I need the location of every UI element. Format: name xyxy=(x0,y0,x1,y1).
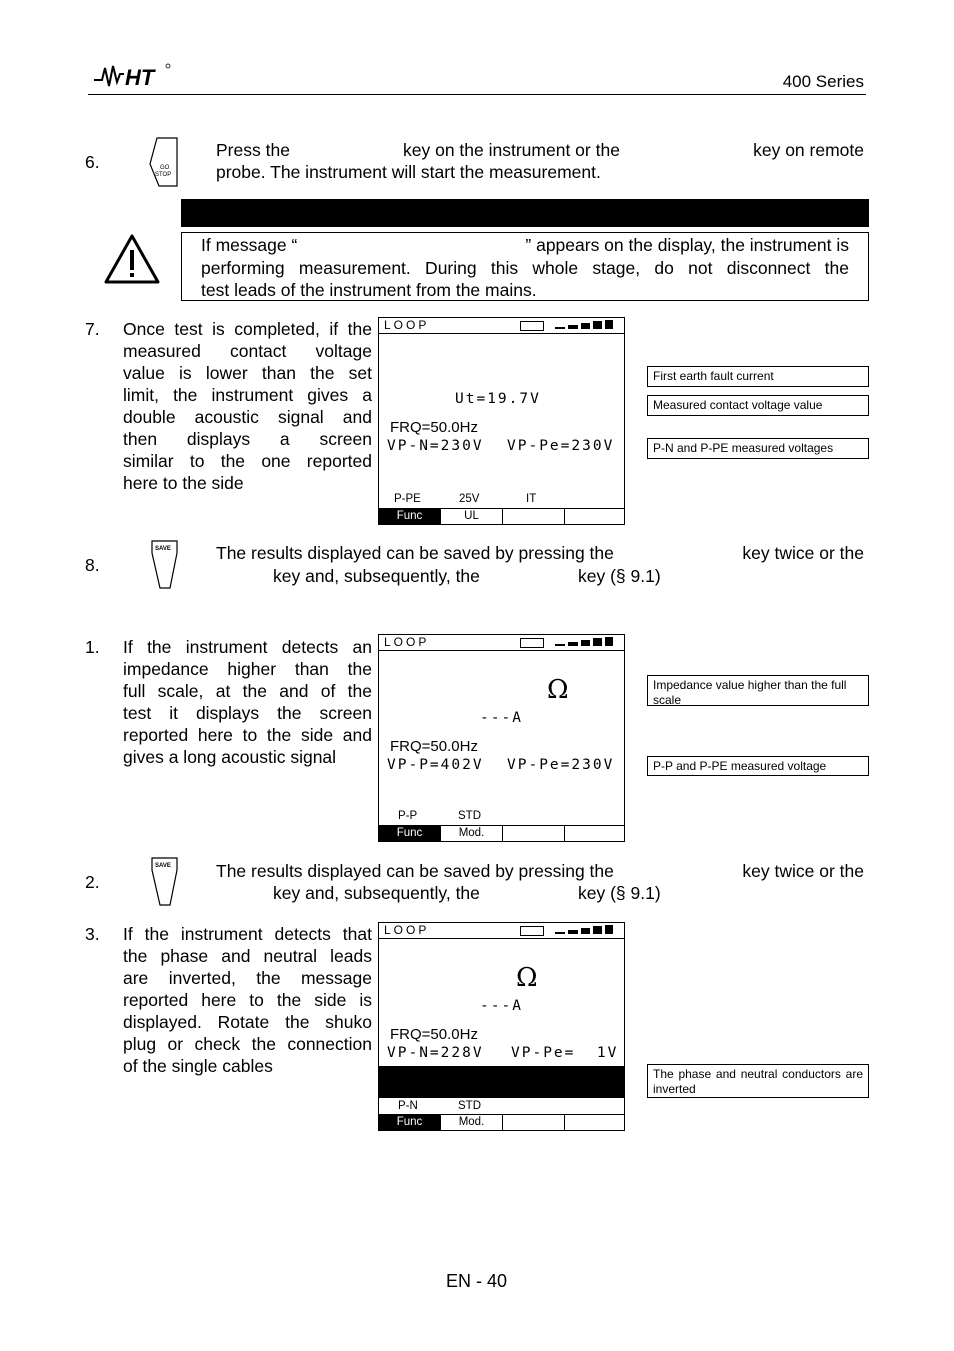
item3-line: plug or check the connection xyxy=(123,1034,372,1054)
current-value: ---A xyxy=(480,998,523,1014)
item2-text-b: key twice or the xyxy=(742,861,864,881)
item2-line1 xyxy=(216,860,864,882)
lcd-param-label: P-P xyxy=(398,810,418,822)
frequency-value: FRQ=50.0Hz xyxy=(390,419,478,436)
warning-line1 xyxy=(201,234,849,256)
step8-text-a: The results displayed can be saved by pressing the xyxy=(216,543,614,563)
lcd-title: LOOP xyxy=(384,923,430,937)
go-key-label: GO xyxy=(160,165,170,171)
step7-line: then displays a screen xyxy=(123,429,372,449)
step7-number: 7. xyxy=(85,319,100,339)
func-key[interactable]: Func xyxy=(379,509,441,524)
step7-line: limit, the instrument gives a xyxy=(123,385,372,405)
step8-text-b: key twice or the xyxy=(742,543,864,563)
step6-text-c: key on remote xyxy=(753,140,864,160)
contact-voltage-value: Ut=19.7V xyxy=(455,391,541,407)
item3-line: of the single cables xyxy=(123,1056,273,1076)
warning-triangle-icon xyxy=(103,233,161,285)
lcd-param-label: STD xyxy=(458,1100,481,1112)
page-number: EN - 40 xyxy=(446,1271,508,1291)
lcd-screen-2 xyxy=(378,634,625,842)
lcd-param-label: P-PE xyxy=(394,493,421,505)
battery-icon xyxy=(520,926,544,936)
voltage-ppe: VP-Pe=230V xyxy=(507,757,615,773)
item1-line: impedance higher than the xyxy=(123,659,372,679)
item2-number: 2. xyxy=(85,872,100,892)
save-key-icon xyxy=(150,539,180,591)
step8-text-d: key (§ 9.1) xyxy=(578,566,661,586)
step7-line: measured contact voltage xyxy=(123,341,372,361)
item1-paragraph xyxy=(123,636,372,768)
save-key-label: SAVE xyxy=(155,863,171,869)
item3-line: are inverted, the message xyxy=(123,968,372,988)
ohm-symbol: Ω xyxy=(516,963,538,993)
save-key-label: SAVE xyxy=(155,546,171,552)
warning-line2: performing measurement. During this whole stage, do not disconnect the xyxy=(201,258,849,278)
callout-first-earth-fault: First earth fault current xyxy=(647,366,869,387)
save-key-icon xyxy=(150,856,180,908)
step6-line1 xyxy=(216,139,864,161)
frequency-value: FRQ=50.0Hz xyxy=(390,1026,478,1043)
item3-paragraph xyxy=(123,923,372,1077)
item2-line2 xyxy=(216,882,864,904)
item3-line: the phase and neutral leads xyxy=(123,946,372,966)
item1-line: If the instrument detects an xyxy=(123,637,372,657)
item3-number: 3. xyxy=(85,924,100,944)
item1-line: reported here to the side and xyxy=(123,725,372,745)
empty-key[interactable] xyxy=(503,1115,565,1130)
item2-text-c: key and, subsequently, the xyxy=(273,883,480,903)
lcd-param-label: P-N xyxy=(398,1100,418,1112)
empty-key[interactable] xyxy=(503,826,565,841)
voltage-pn: VP-N=228V xyxy=(387,1045,484,1061)
callout-impedance-full-scale: Impedance value higher than the full scale xyxy=(647,675,869,706)
step8-line1 xyxy=(216,542,864,564)
item2-text-d: key (§ 9.1) xyxy=(578,883,661,903)
ul-key[interactable]: UL xyxy=(441,509,503,524)
voltage-ppe: VP-Pe= 1V xyxy=(511,1045,619,1061)
signal-bars-icon xyxy=(555,320,613,330)
signal-bars-icon xyxy=(555,925,613,935)
step6-number: 6. xyxy=(85,152,100,172)
current-value: ---A xyxy=(480,710,523,726)
item3-line: If the instrument detects that xyxy=(123,924,372,944)
step8-line2 xyxy=(216,565,864,587)
empty-key[interactable] xyxy=(565,1115,624,1130)
step7-line: Once test is completed, if the xyxy=(123,319,372,339)
item1-number: 1. xyxy=(85,637,100,657)
signal-bars-icon xyxy=(555,637,613,647)
lcd-param-label: 25V xyxy=(459,493,480,505)
stop-key-label: STOP xyxy=(155,172,172,178)
go-stop-key-icon xyxy=(147,136,183,188)
step7-paragraph xyxy=(123,318,372,494)
inverted-message-bar xyxy=(379,1066,624,1098)
item2-text-a: The results displayed can be saved by pressing the xyxy=(216,861,614,881)
function-key-bar xyxy=(379,508,624,524)
step7-line: value is lower than the set xyxy=(123,363,372,383)
header-rule xyxy=(88,94,866,95)
lcd-title: LOOP xyxy=(384,635,430,649)
series-label: 400 Series xyxy=(782,72,864,91)
step8-number: 8. xyxy=(85,555,100,575)
warning-header-bar xyxy=(181,199,869,227)
function-key-bar xyxy=(379,825,624,841)
logo-text: HT xyxy=(125,65,155,90)
item3-line: reported here to the side is xyxy=(123,990,372,1010)
step6-text-b: key on the instrument or the xyxy=(403,140,620,160)
step6-text-a: Press the xyxy=(216,140,290,160)
mod-key[interactable]: Mod. xyxy=(441,1115,503,1130)
callout-pp-ppe-voltage: P-P and P-PE measured voltage xyxy=(647,756,869,776)
frequency-value: FRQ=50.0Hz xyxy=(390,738,478,755)
warning-text-b: ” appears on the display, the instrument is xyxy=(525,235,849,255)
empty-key[interactable] xyxy=(503,509,565,524)
ht-logo xyxy=(92,60,172,90)
empty-key[interactable] xyxy=(565,509,624,524)
step7-line: here to the side xyxy=(123,473,244,493)
step6-line2: probe. The instrument will start the measurement. xyxy=(216,162,601,182)
lcd-screen-3 xyxy=(378,922,625,1131)
voltage-pp: VP-P=402V xyxy=(387,757,484,773)
lcd-screen-1 xyxy=(378,317,625,525)
voltage-ppe: VP-Pe=230V xyxy=(507,438,615,454)
empty-key[interactable] xyxy=(565,826,624,841)
warning-text-a: If message “ xyxy=(201,235,298,255)
mod-key[interactable]: Mod. xyxy=(441,826,503,841)
lcd-param-label: IT xyxy=(526,493,537,505)
callout-contact-voltage: Measured contact voltage value xyxy=(647,395,869,416)
battery-icon xyxy=(520,638,544,648)
item1-line: full scale, at the and of the xyxy=(123,681,372,701)
battery-icon xyxy=(520,321,544,331)
func-key[interactable]: Func xyxy=(379,1115,441,1130)
lcd-title: LOOP xyxy=(384,318,430,332)
function-key-bar xyxy=(379,1114,624,1130)
callout-pn-ppe-voltages: P-N and P-PE measured voltages xyxy=(647,438,869,459)
step7-line: double acoustic signal and xyxy=(123,407,372,427)
item1-line: gives a long acoustic signal xyxy=(123,747,337,767)
item1-line: test it displays the screen xyxy=(123,703,372,723)
step7-line: similar to the one reported xyxy=(123,451,372,471)
step8-text-c: key and, subsequently, the xyxy=(273,566,480,586)
item3-line: displayed. Rotate the shuko xyxy=(123,1012,372,1032)
callout-inverted-conductors: The phase and neutral conductors are inverted xyxy=(647,1064,869,1098)
func-key[interactable]: Func xyxy=(379,826,441,841)
voltage-pn: VP-N=230V xyxy=(387,438,484,454)
lcd-param-label: STD xyxy=(458,810,481,822)
ohm-symbol: Ω xyxy=(547,675,569,705)
warning-line3: test leads of the instrument from the mains. xyxy=(201,280,537,300)
